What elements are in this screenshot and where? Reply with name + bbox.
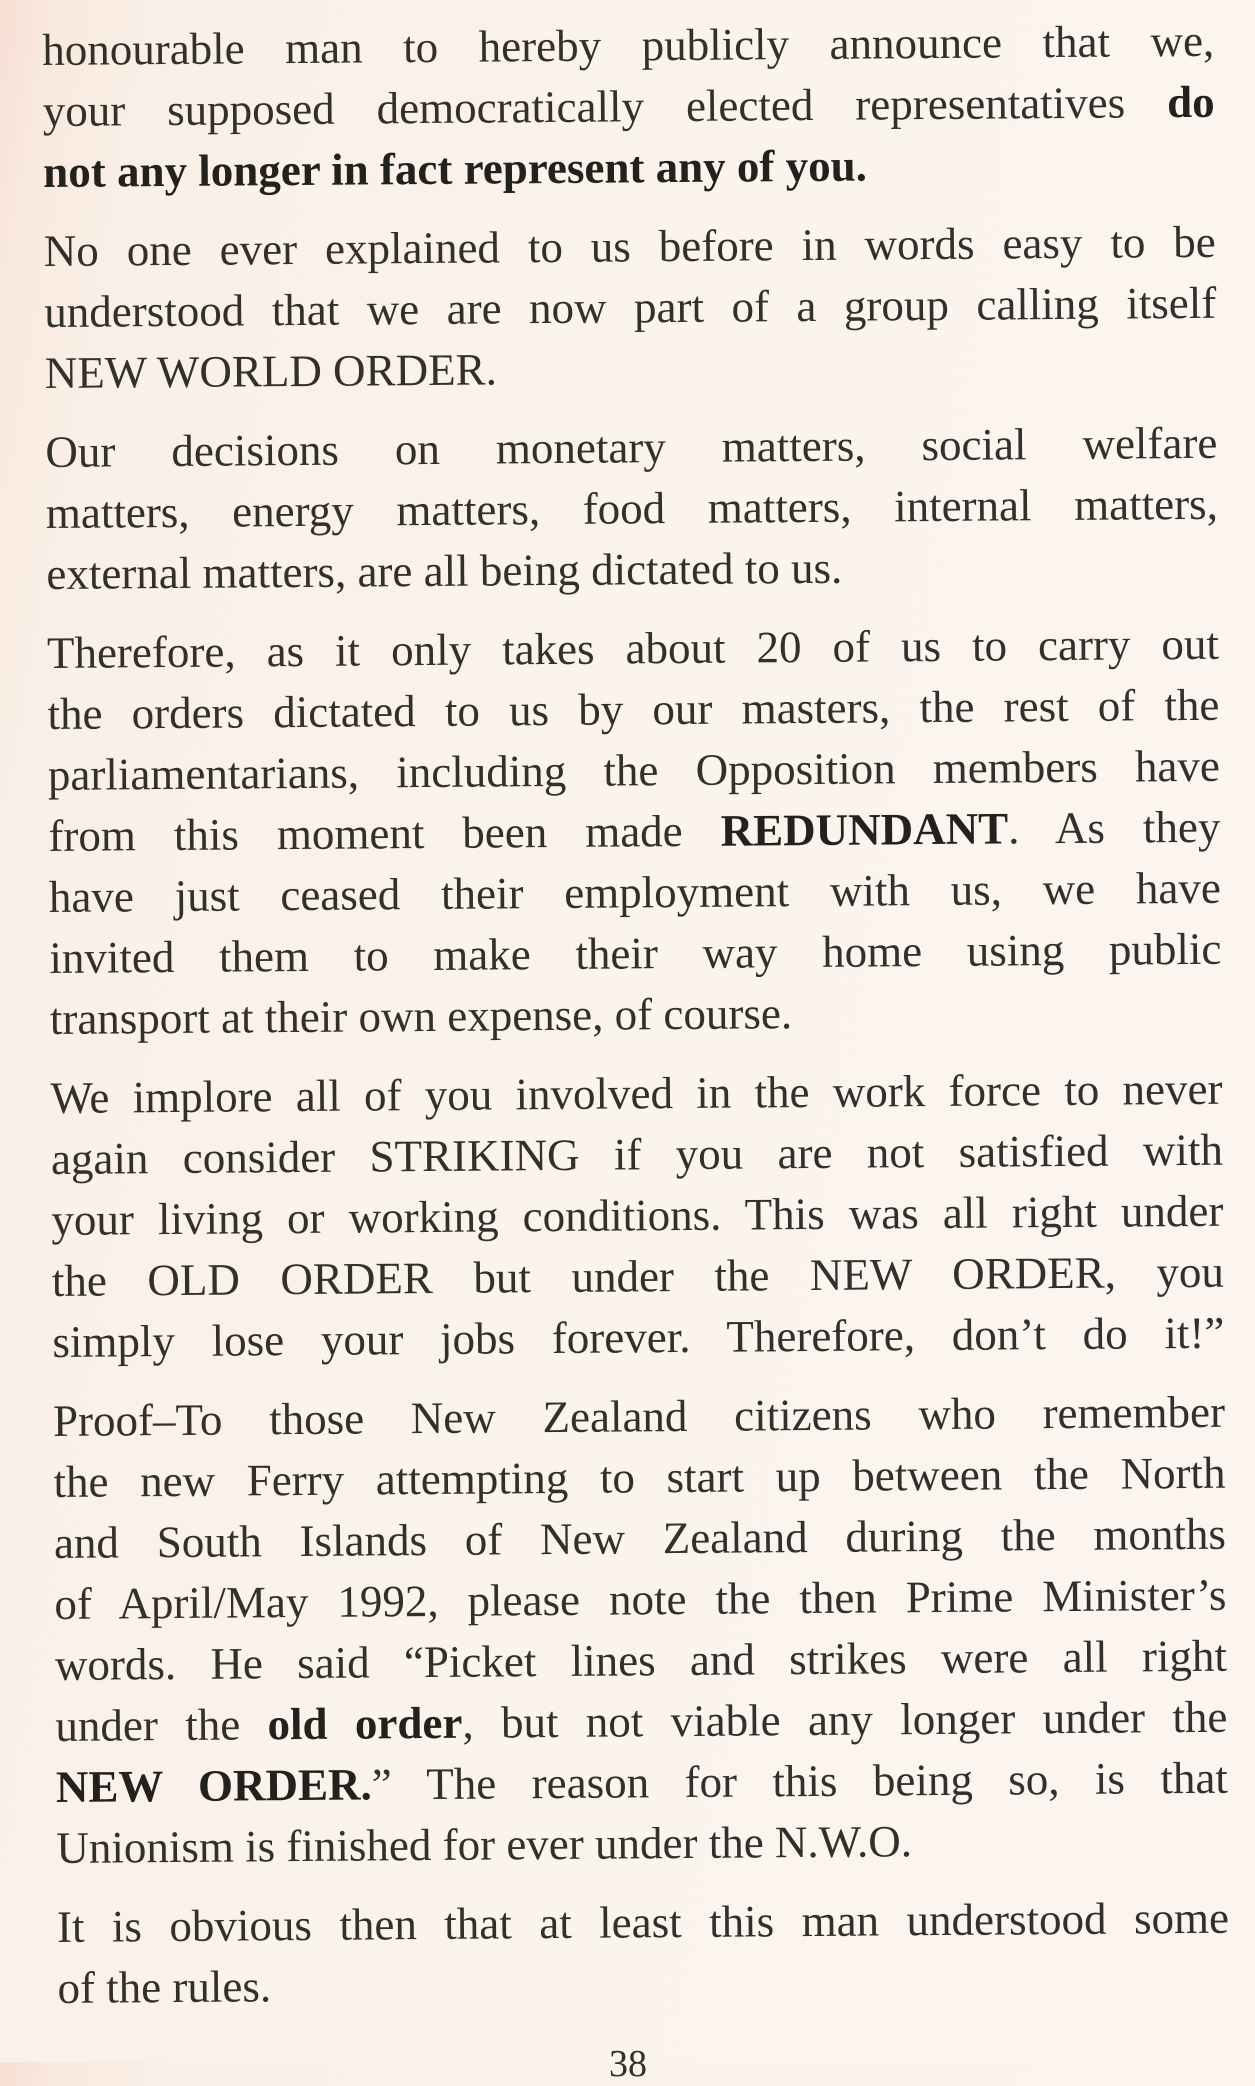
text-line	[52, 1242, 1224, 1312]
text-line	[54, 1504, 1226, 1574]
paragraph	[57, 1888, 1230, 2019]
text-segment: have just ceased their employment with us, we have	[48, 862, 1222, 922]
text-segment: It is obvious then that at least this man understood some	[56, 1892, 1230, 1952]
text-segment: the orders dictated to us by our masters, the rest of the	[47, 679, 1220, 739]
text-line	[53, 1382, 1225, 1452]
text-segment: Our decisions on monetary matters, social welfare	[45, 417, 1218, 477]
text-segment: , but not viable any longer under the	[462, 1691, 1228, 1748]
text-segment: and South Islands of New Zealand during the months	[53, 1508, 1227, 1568]
paragraph	[45, 413, 1218, 605]
paragraph	[44, 212, 1217, 404]
text-segment: matters, energy matters, food matters, internal matters,	[45, 478, 1219, 538]
text-segment: words. He said “Picket lines and strikes were all right	[54, 1630, 1228, 1690]
text-segment: Proof–To those New Zealand citizens who remember	[52, 1386, 1226, 1446]
text-segment: parliamentarians, including the Opposition members have	[47, 740, 1221, 800]
text-line	[48, 797, 1220, 867]
text-segment: your living or working conditions. This was all right under	[51, 1185, 1224, 1245]
text-line	[57, 1888, 1229, 1958]
text-segment: ” The reason for this being so, is that	[371, 1752, 1229, 1810]
text-line	[56, 1748, 1228, 1818]
text-line	[50, 980, 1222, 1050]
page-text	[42, 11, 1230, 2037]
text-line	[51, 1181, 1223, 1251]
text-line	[49, 858, 1221, 928]
text-segment: Therefore, as it only takes about 20 of us to carry out	[46, 618, 1220, 678]
text-line	[55, 1687, 1227, 1757]
bold-text: REDUNDANT	[720, 803, 1009, 856]
text-line	[44, 273, 1216, 343]
text-segment: your supposed democratically elected representatives	[42, 77, 1168, 136]
text-line	[42, 72, 1214, 142]
text-segment: invited them to make their way home using public	[49, 923, 1222, 983]
text-line	[47, 675, 1219, 745]
text-line	[53, 1443, 1225, 1513]
text-line	[54, 1565, 1226, 1635]
text-segment: from this moment been made	[48, 805, 721, 861]
text-segment: honourable man to hereby publicly announce that we,	[42, 15, 1215, 75]
text-line	[43, 133, 1215, 203]
text-line	[56, 1809, 1228, 1879]
text-segment: again consider STRIKING if you are not satisfied with	[50, 1124, 1224, 1184]
text-segment: simply lose your jobs forever. Therefore, don’t do it!”	[52, 1307, 1225, 1367]
text-segment: NEW WORLD ORDER.	[44, 344, 498, 398]
bold-text: not any longer in fact represent any of you.	[42, 140, 868, 197]
text-segment: We implore all of you involved in the work force to never	[50, 1063, 1223, 1123]
text-line	[46, 474, 1218, 544]
text-segment: the OLD ORDER but under the NEW ORDER, you	[51, 1246, 1225, 1306]
text-segment: external matters, are all being dictated to us.	[46, 542, 843, 599]
paragraph	[50, 1059, 1224, 1373]
text-segment: No one ever explained to us before in words easy to be	[43, 216, 1216, 276]
bold-text: NEW ORDER.	[55, 1759, 372, 1812]
text-segment: . As they	[1007, 801, 1221, 854]
text-line	[42, 11, 1214, 81]
text-segment: Unionism is finished for ever under the N.W.O.	[56, 1816, 913, 1873]
text-line	[57, 1949, 1229, 2019]
paragraph	[47, 614, 1222, 1050]
text-line	[46, 535, 1218, 605]
page-number: 38	[609, 2043, 647, 2085]
paragraph	[53, 1382, 1229, 1879]
text-line	[52, 1303, 1224, 1373]
text-line	[45, 413, 1217, 483]
bold-text: do	[1166, 76, 1215, 128]
text-segment: transport at their own expense, of course.	[49, 988, 793, 1044]
text-segment: of April/May 1992, please note the then Prime Minister’s	[54, 1569, 1227, 1629]
text-line	[55, 1626, 1227, 1696]
text-line	[51, 1120, 1223, 1190]
text-segment: under the	[55, 1699, 268, 1751]
text-line	[50, 1059, 1222, 1129]
text-line	[47, 614, 1219, 684]
text-line	[45, 334, 1217, 404]
text-line	[49, 919, 1221, 989]
text-segment: understood that we are now part of a group calling itself	[44, 277, 1217, 337]
text-segment: the new Ferry attempting to start up between the North	[53, 1447, 1226, 1507]
paragraph	[42, 11, 1215, 203]
text-line	[44, 212, 1216, 282]
text-segment: of the rules.	[57, 1961, 272, 2013]
bold-text: old order	[267, 1697, 463, 1750]
text-line	[48, 736, 1220, 806]
